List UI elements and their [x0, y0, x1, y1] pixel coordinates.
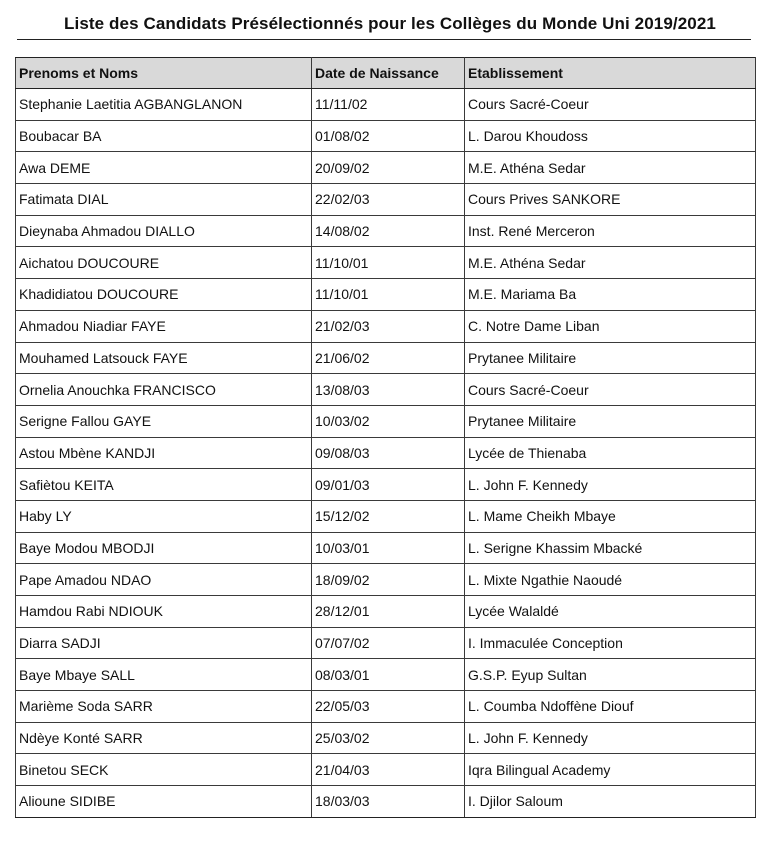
cell-birthdate: 25/03/02: [312, 722, 465, 754]
title-underline: [17, 39, 751, 40]
table-row: [16, 120, 756, 152]
cell-name: Haby LY: [16, 500, 312, 532]
cell-birthdate: 14/08/02: [312, 215, 465, 247]
table-row: [16, 500, 756, 532]
table-row: [16, 152, 756, 184]
cell-name: Marième Soda SARR: [16, 691, 312, 723]
table-row: [16, 532, 756, 564]
cell-name: Diarra SADJI: [16, 627, 312, 659]
cell-name: Serigne Fallou GAYE: [16, 405, 312, 437]
cell-name: Astou Mbène KANDJI: [16, 437, 312, 469]
cell-school: M.E. Mariama Ba: [465, 279, 756, 311]
table-row: [16, 342, 756, 374]
cell-school: Cours Sacré-Coeur: [465, 374, 756, 406]
table-row: [16, 596, 756, 628]
table-row: [16, 469, 756, 501]
cell-school: C. Notre Dame Liban: [465, 310, 756, 342]
table-row: [16, 659, 756, 691]
table-body: [16, 89, 756, 818]
cell-birthdate: 20/09/02: [312, 152, 465, 184]
cell-school: Cours Prives SANKORE: [465, 184, 756, 216]
cell-name: Pape Amadou NDAO: [16, 564, 312, 596]
cell-name: Baye Mbaye SALL: [16, 659, 312, 691]
table-row: [16, 564, 756, 596]
cell-school: M.E. Athéna Sedar: [465, 152, 756, 184]
table-row: [16, 374, 756, 406]
cell-school: Prytanee Militaire: [465, 405, 756, 437]
cell-birthdate: 22/02/03: [312, 184, 465, 216]
header-name: Prenoms et Noms: [16, 58, 312, 89]
cell-name: Khadidiatou DOUCOURE: [16, 279, 312, 311]
cell-name: Awa DEME: [16, 152, 312, 184]
cell-birthdate: 09/01/03: [312, 469, 465, 501]
cell-birthdate: 22/05/03: [312, 691, 465, 723]
table-row: [16, 691, 756, 723]
cell-birthdate: 08/03/01: [312, 659, 465, 691]
table-row: [16, 437, 756, 469]
cell-school: L. John F. Kennedy: [465, 722, 756, 754]
cell-birthdate: 09/08/03: [312, 437, 465, 469]
cell-birthdate: 21/04/03: [312, 754, 465, 786]
cell-name: Boubacar BA: [16, 120, 312, 152]
cell-school: Cours Sacré-Coeur: [465, 89, 756, 121]
table-row: [16, 279, 756, 311]
cell-name: Fatimata DIAL: [16, 184, 312, 216]
cell-school: Lycée Walaldé: [465, 596, 756, 628]
cell-school: Prytanee Militaire: [465, 342, 756, 374]
cell-name: Baye Modou MBODJI: [16, 532, 312, 564]
cell-birthdate: 21/06/02: [312, 342, 465, 374]
table-row: [16, 754, 756, 786]
cell-birthdate: 11/10/01: [312, 247, 465, 279]
cell-name: Ornelia Anouchka FRANCISCO: [16, 374, 312, 406]
cell-birthdate: 18/03/03: [312, 786, 465, 818]
header-birthdate: Date de Naissance: [312, 58, 465, 89]
cell-school: Lycée de Thienaba: [465, 437, 756, 469]
cell-school: L. John F. Kennedy: [465, 469, 756, 501]
document-title: Liste des Candidats Présélectionnés pour les Collèges du Monde Uni 2019/2021: [64, 14, 716, 33]
candidates-table: [15, 57, 756, 818]
cell-name: Safiètou KEITA: [16, 469, 312, 501]
cell-birthdate: 13/08/03: [312, 374, 465, 406]
cell-name: Hamdou Rabi NDIOUK: [16, 596, 312, 628]
cell-name: Ahmadou Niadiar FAYE: [16, 310, 312, 342]
table-row: [16, 89, 756, 121]
cell-name: Mouhamed Latsouck FAYE: [16, 342, 312, 374]
cell-birthdate: 11/11/02: [312, 89, 465, 121]
cell-birthdate: 28/12/01: [312, 596, 465, 628]
table-row: [16, 247, 756, 279]
header-row: [16, 58, 756, 89]
cell-name: Binetou SECK: [16, 754, 312, 786]
cell-birthdate: 15/12/02: [312, 500, 465, 532]
cell-birthdate: 18/09/02: [312, 564, 465, 596]
cell-school: L. Serigne Khassim Mbacké: [465, 532, 756, 564]
cell-birthdate: 07/07/02: [312, 627, 465, 659]
table-header: [16, 58, 756, 89]
header-school: Etablissement: [465, 58, 756, 89]
cell-name: Alioune SIDIBE: [16, 786, 312, 818]
cell-school: L. Mame Cheikh Mbaye: [465, 500, 756, 532]
cell-birthdate: 10/03/02: [312, 405, 465, 437]
table-row: [16, 786, 756, 818]
cell-name: Aichatou DOUCOURE: [16, 247, 312, 279]
cell-school: I. Djilor Saloum: [465, 786, 756, 818]
cell-name: Ndèye Konté SARR: [16, 722, 312, 754]
cell-birthdate: 21/02/03: [312, 310, 465, 342]
cell-birthdate: 10/03/01: [312, 532, 465, 564]
cell-school: L. Mixte Ngathie Naoudé: [465, 564, 756, 596]
cell-school: L. Coumba Ndoffène Diouf: [465, 691, 756, 723]
table-row: [16, 215, 756, 247]
cell-birthdate: 01/08/02: [312, 120, 465, 152]
cell-school: G.S.P. Eyup Sultan: [465, 659, 756, 691]
table-row: [16, 405, 756, 437]
cell-school: M.E. Athéna Sedar: [465, 247, 756, 279]
cell-birthdate: 11/10/01: [312, 279, 465, 311]
cell-name: Dieynaba Ahmadou DIALLO: [16, 215, 312, 247]
cell-school: L. Darou Khoudoss: [465, 120, 756, 152]
cell-school: Iqra Bilingual Academy: [465, 754, 756, 786]
cell-school: I. Immaculée Conception: [465, 627, 756, 659]
table-row: [16, 627, 756, 659]
table-row: [16, 310, 756, 342]
cell-name: Stephanie Laetitia AGBANGLANON: [16, 89, 312, 121]
table-row: [16, 184, 756, 216]
table-row: [16, 722, 756, 754]
cell-school: Inst. René Merceron: [465, 215, 756, 247]
